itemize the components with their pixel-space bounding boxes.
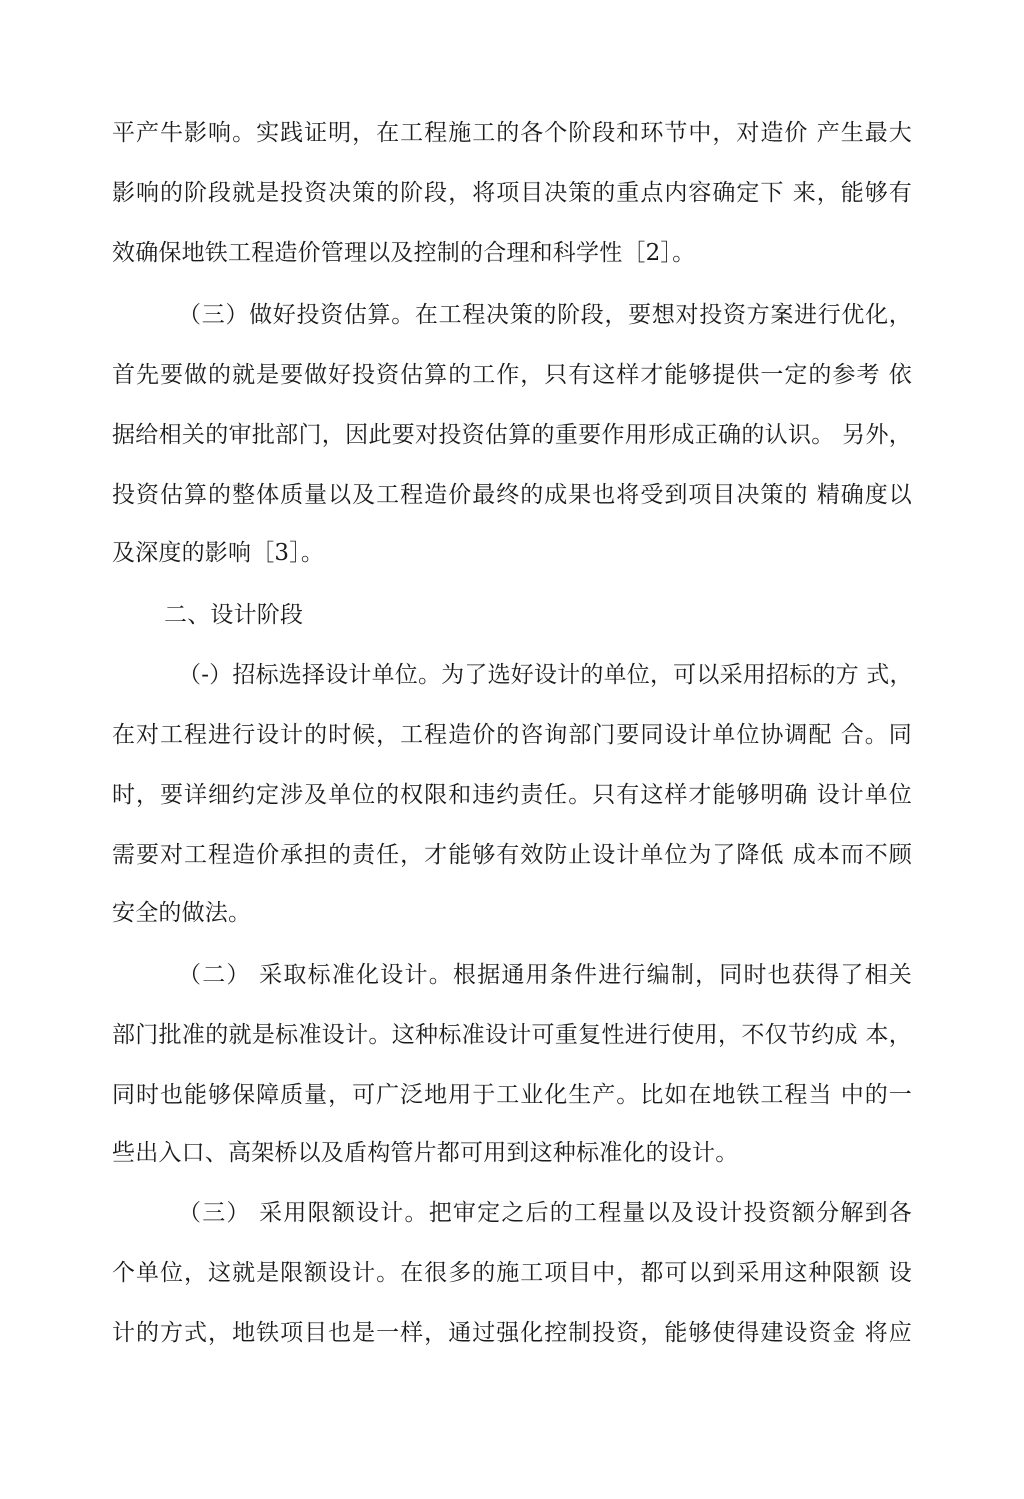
text-line: 及深度的影响［3］。 [112,540,325,566]
text-line: 个单位，这就是限额设计。在很多的施工项目中，都可以到采用这种限额 设 [112,1260,912,1286]
paragraph-start-line: （二） 采取标准化设计。根据通用条件进行编制，同时也获得了相关 [178,962,912,988]
text-line: 部门批准的就是标准设计。这种标准设计可重复性进行使用，不仅节约成 本， [112,1022,912,1048]
text-line: 投资估算的整体质量以及工程造价最终的成果也将受到项目决策的 精确度以 [112,482,912,508]
text-line: 时，要详细约定涉及单位的权限和违约责任。只有这样才能够明确 设计单位 [112,782,912,808]
paragraph-start-line: （三）做好投资估算。在工程决策的阶段，要想对投资方案进行优化， [178,302,912,328]
text-line: 据给相关的审批部门，因此要对投资估算的重要作用形成正确的认识。 另外， [112,422,912,448]
text-line: 些出入口、高架桥以及盾构管片都可用到这种标准化的设计。 [112,1140,739,1166]
text-line: 需要对工程造价承担的责任，才能够有效防止设计单位为了降低 成本而不顾 [112,842,912,868]
text-line: 安全的做法。 [112,900,252,926]
paragraph-start-line: （三） 采用限额设计。把审定之后的工程量以及设计投资额分解到各 [178,1200,912,1226]
text-line: 平产牛影响。实践证明，在工程施工的各个阶段和环节中，对造价 产生最大 [112,120,912,146]
text-line: 影响的阶段就是投资决策的阶段，将项目决策的重点内容确定下 来，能够有 [112,180,912,206]
text-line: 首先要做的就是要做好投资估算的工作，只有这样才能够提供一定的参考 依 [112,362,912,388]
section-heading: 二、设计阶段 [164,602,304,628]
paragraph-start-line: （-）招标选择设计单位。为了选好设计的单位，可以采用招标的方 式， [178,662,913,688]
text-line: 同时也能够保障质量，可广泛地用于工业化生产。比如在地铁工程当 中的一 [112,1082,912,1108]
text-line: 效确保地铁工程造价管理以及控制的合理和科学性［2］。 [112,240,696,266]
text-line: 在对工程进行设计的时候，工程造价的咨询部门要同设计单位协调配 合。同 [112,722,912,748]
text-line: 计的方式，地铁项目也是一样，通过强化控制投资，能够使得建设资金 将应 [112,1320,912,1346]
